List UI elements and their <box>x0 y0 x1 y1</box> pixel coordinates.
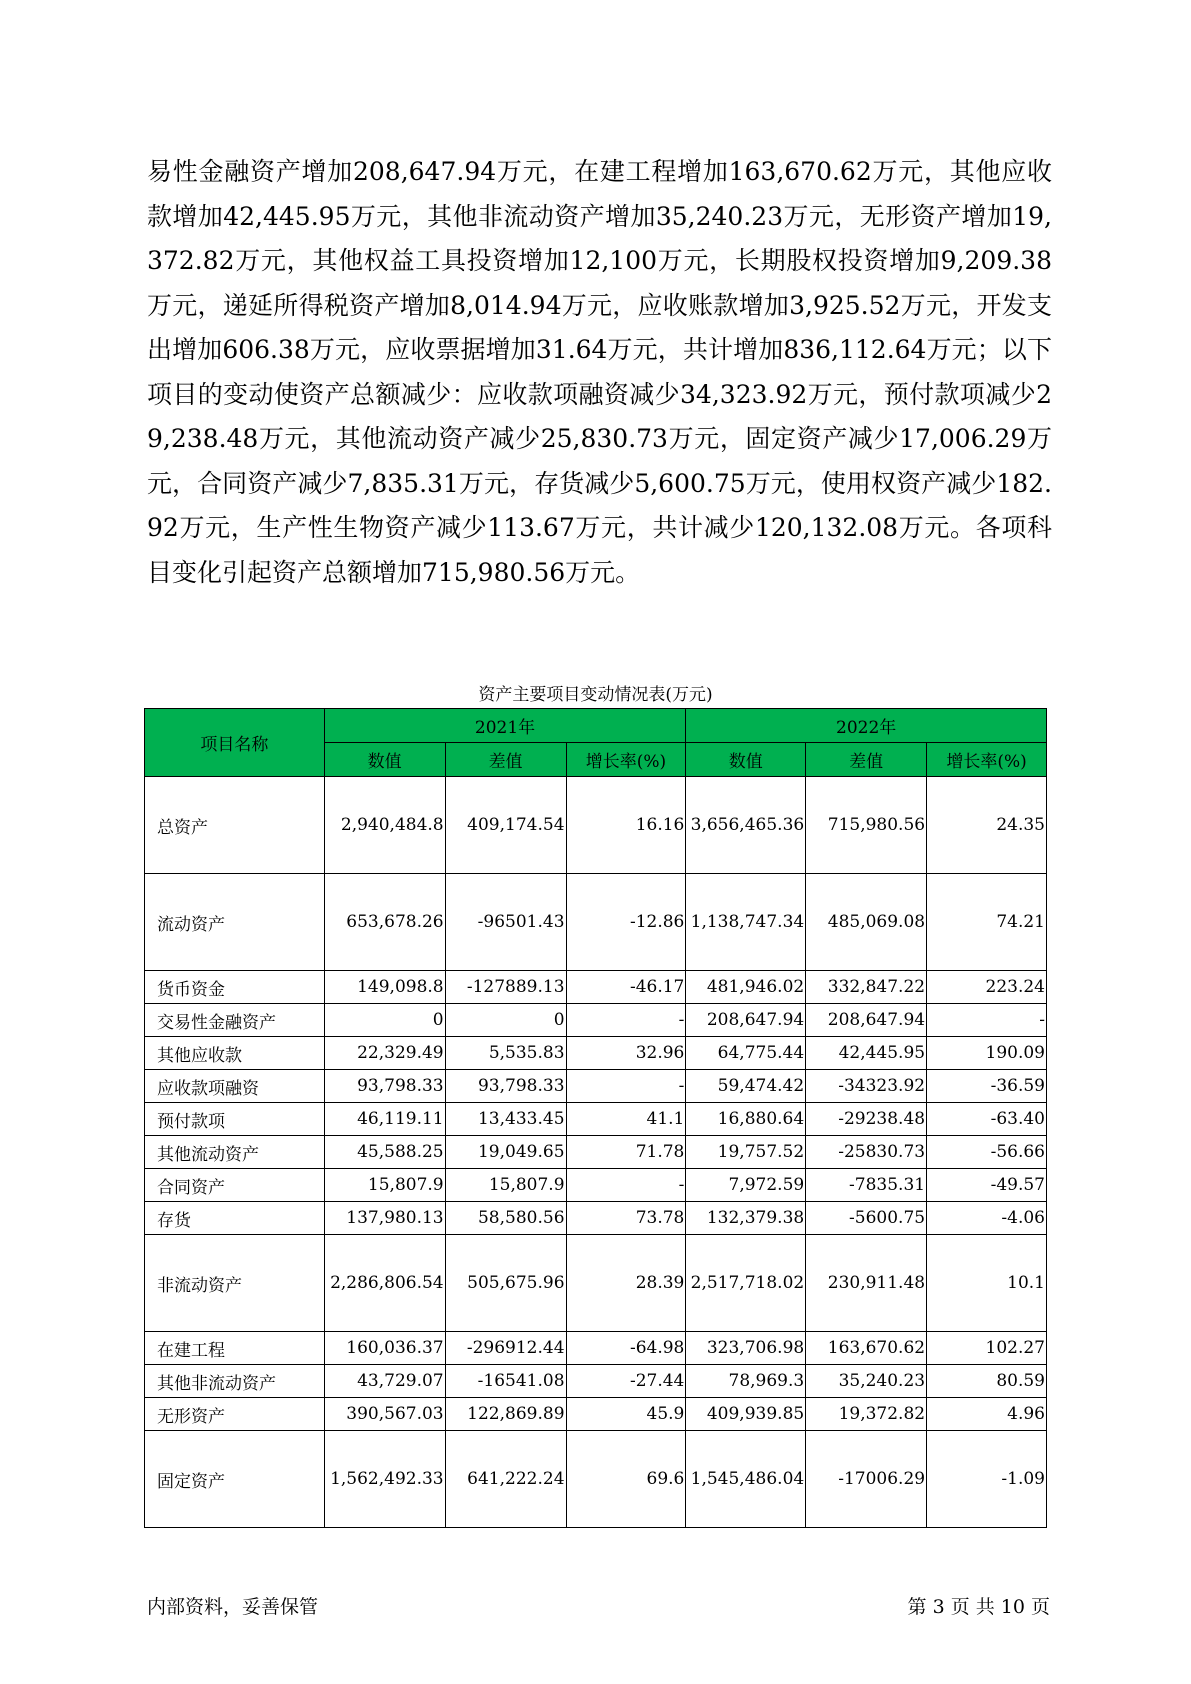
cell-value-2022: 59,474.42 <box>686 1070 806 1103</box>
cell-rate-2022: -36.59 <box>927 1070 1047 1103</box>
cell-diff-2022: 163,670.62 <box>806 1332 927 1365</box>
header-diff-2022: 差值 <box>806 743 927 777</box>
cell-diff-2022: 715,980.56 <box>806 777 927 874</box>
cell-value-2022: 7,972.59 <box>686 1169 806 1202</box>
cell-diff-2022: 42,445.95 <box>806 1037 927 1070</box>
cell-value-2022: 132,379.38 <box>686 1202 806 1235</box>
cell-diff-2022: 485,069.08 <box>806 874 927 971</box>
cell-value-2021: 0 <box>324 1004 445 1037</box>
row-item-name: 其他应收款 <box>145 1037 325 1070</box>
cell-value-2021: 22,329.49 <box>324 1037 445 1070</box>
row-item-name: 存货 <box>145 1202 325 1235</box>
cell-diff-2021: -296912.44 <box>445 1332 566 1365</box>
cell-diff-2021: 5,535.83 <box>445 1037 566 1070</box>
cell-value-2021: 45,588.25 <box>324 1136 445 1169</box>
cell-diff-2022: -29238.48 <box>806 1103 927 1136</box>
cell-value-2021: 1,562,492.33 <box>324 1431 445 1528</box>
cell-value-2022: 1,545,486.04 <box>686 1431 806 1528</box>
row-item-name: 预付款项 <box>145 1103 325 1136</box>
cell-value-2021: 160,036.37 <box>324 1332 445 1365</box>
cell-diff-2021: 641,222.24 <box>445 1431 566 1528</box>
cell-rate-2021: - <box>566 1070 686 1103</box>
cell-rate-2022: -4.06 <box>927 1202 1047 1235</box>
cell-diff-2022: -25830.73 <box>806 1136 927 1169</box>
cell-value-2021: 43,729.07 <box>324 1365 445 1398</box>
table-body <box>145 777 1047 1528</box>
footer-confidential-note: 内部资料，妥善保管 <box>147 1596 319 1618</box>
row-item-name: 无形资产 <box>145 1398 325 1431</box>
cell-rate-2021: 32.96 <box>566 1037 686 1070</box>
cell-diff-2021: -96501.43 <box>445 874 566 971</box>
header-rate-2022: 增长率(%) <box>927 743 1047 777</box>
table-row <box>145 1103 1047 1136</box>
cell-rate-2022: 190.09 <box>927 1037 1047 1070</box>
cell-rate-2022: -63.40 <box>927 1103 1047 1136</box>
table-row <box>145 1332 1047 1365</box>
cell-diff-2022: 35,240.23 <box>806 1365 927 1398</box>
cell-value-2021: 46,119.11 <box>324 1103 445 1136</box>
cell-rate-2021: 73.78 <box>566 1202 686 1235</box>
row-item-name: 合同资产 <box>145 1169 325 1202</box>
cell-value-2021: 2,286,806.54 <box>324 1235 445 1332</box>
cell-value-2022: 1,138,747.34 <box>686 874 806 971</box>
cell-diff-2022: -5600.75 <box>806 1202 927 1235</box>
cell-rate-2021: 41.1 <box>566 1103 686 1136</box>
row-item-name: 应收款项融资 <box>145 1070 325 1103</box>
cell-rate-2022: 24.35 <box>927 777 1047 874</box>
body-paragraph: 易性金融资产增加208,647.94万元，在建工程增加163,670.62万元，其他应收款增加42,445.95万元，其他非流动资产增加35,240.23万元，无形资产增加19,372.82万元，其他权益工具投资增加12,100万元，长期股权投资增加9,209.38万元，递延所得税资产增加8,014.94万元，应收账款增加3,925.52万元，开发支出增加606.38万元，应收票据增加31.64万元，共计增加836,112.64万元；以下项目的变动使资产总额减少：应收款项融资减少34,323.92万元，预付款项减少29,238.48万元，其他流动资产减少25,830.73万元，固定资产减少17,006.29万元，合同资产减少7,835.31万元，存货减少5,600.75万元，使用权资产减少182.92万元，生产性生物资产减少113.67万元，共计减少120,132.08万元。各项科目变化引起资产总额增加715,980.56万元。 <box>147 157 1052 587</box>
cell-rate-2021: 71.78 <box>566 1136 686 1169</box>
header-year-2022: 2022年 <box>686 709 1047 743</box>
header-value-2021: 数值 <box>324 743 445 777</box>
cell-rate-2021: -64.98 <box>566 1332 686 1365</box>
cell-value-2022: 323,706.98 <box>686 1332 806 1365</box>
cell-rate-2021: - <box>566 1004 686 1037</box>
table-row <box>145 1398 1047 1431</box>
cell-rate-2022: 80.59 <box>927 1365 1047 1398</box>
row-item-name: 固定资产 <box>145 1431 325 1528</box>
table-row <box>145 874 1047 971</box>
table-row <box>145 1136 1047 1169</box>
header-year-2021: 2021年 <box>324 709 686 743</box>
cell-diff-2021: 0 <box>445 1004 566 1037</box>
row-item-name: 总资产 <box>145 777 325 874</box>
row-item-name: 在建工程 <box>145 1332 325 1365</box>
cell-diff-2021: 505,675.96 <box>445 1235 566 1332</box>
cell-value-2021: 390,567.03 <box>324 1398 445 1431</box>
cell-value-2022: 16,880.64 <box>686 1103 806 1136</box>
table-row <box>145 1202 1047 1235</box>
row-item-name: 流动资产 <box>145 874 325 971</box>
cell-diff-2022: 208,647.94 <box>806 1004 927 1037</box>
cell-value-2022: 481,946.02 <box>686 971 806 1004</box>
cell-rate-2022: 4.96 <box>927 1398 1047 1431</box>
header-item-name: 项目名称 <box>145 709 325 777</box>
table-row <box>145 1365 1047 1398</box>
cell-rate-2021: -27.44 <box>566 1365 686 1398</box>
cell-diff-2021: 122,869.89 <box>445 1398 566 1431</box>
row-item-name: 非流动资产 <box>145 1235 325 1332</box>
cell-value-2021: 15,807.9 <box>324 1169 445 1202</box>
header-rate-2021: 增长率(%) <box>566 743 686 777</box>
cell-rate-2021: 16.16 <box>566 777 686 874</box>
asset-change-table <box>144 708 1047 1528</box>
table-row <box>145 1169 1047 1202</box>
cell-rate-2022: -1.09 <box>927 1431 1047 1528</box>
cell-rate-2022: - <box>927 1004 1047 1037</box>
cell-rate-2022: -56.66 <box>927 1136 1047 1169</box>
table-row <box>145 777 1047 874</box>
cell-rate-2022: 102.27 <box>927 1332 1047 1365</box>
cell-diff-2021: -16541.08 <box>445 1365 566 1398</box>
cell-rate-2022: 10.1 <box>927 1235 1047 1332</box>
cell-value-2022: 2,517,718.02 <box>686 1235 806 1332</box>
cell-rate-2022: 74.21 <box>927 874 1047 971</box>
cell-value-2021: 93,798.33 <box>324 1070 445 1103</box>
cell-diff-2021: 15,807.9 <box>445 1169 566 1202</box>
cell-diff-2021: 58,580.56 <box>445 1202 566 1235</box>
table-row <box>145 1235 1047 1332</box>
cell-rate-2021: 69.6 <box>566 1431 686 1528</box>
row-item-name: 其他流动资产 <box>145 1136 325 1169</box>
cell-value-2021: 2,940,484.8 <box>324 777 445 874</box>
cell-value-2022: 64,775.44 <box>686 1037 806 1070</box>
footer-page-number: 第 3 页 共 10 页 <box>907 1596 1050 1618</box>
cell-rate-2022: -49.57 <box>927 1169 1047 1202</box>
cell-rate-2021: 28.39 <box>566 1235 686 1332</box>
cell-diff-2022: -17006.29 <box>806 1431 927 1528</box>
cell-value-2022: 19,757.52 <box>686 1136 806 1169</box>
cell-value-2022: 409,939.85 <box>686 1398 806 1431</box>
cell-diff-2022: 332,847.22 <box>806 971 927 1004</box>
cell-diff-2022: -34323.92 <box>806 1070 927 1103</box>
table-row <box>145 1070 1047 1103</box>
cell-value-2021: 137,980.13 <box>324 1202 445 1235</box>
row-item-name: 其他非流动资产 <box>145 1365 325 1398</box>
table-row <box>145 1004 1047 1037</box>
cell-diff-2021: 93,798.33 <box>445 1070 566 1103</box>
cell-rate-2021: -46.17 <box>566 971 686 1004</box>
header-value-2022: 数值 <box>686 743 806 777</box>
row-item-name: 货币资金 <box>145 971 325 1004</box>
row-item-name: 交易性金融资产 <box>145 1004 325 1037</box>
cell-value-2022: 208,647.94 <box>686 1004 806 1037</box>
cell-diff-2021: 409,174.54 <box>445 777 566 874</box>
cell-rate-2021: - <box>566 1169 686 1202</box>
cell-value-2022: 3,656,465.36 <box>686 777 806 874</box>
cell-value-2022: 78,969.3 <box>686 1365 806 1398</box>
cell-diff-2021: 13,433.45 <box>445 1103 566 1136</box>
cell-value-2021: 653,678.26 <box>324 874 445 971</box>
table-row <box>145 1431 1047 1528</box>
table-row <box>145 1037 1047 1070</box>
cell-rate-2022: 223.24 <box>927 971 1047 1004</box>
cell-value-2021: 149,098.8 <box>324 971 445 1004</box>
cell-diff-2022: -7835.31 <box>806 1169 927 1202</box>
table-caption: 资产主要项目变动情况表(万元) <box>478 685 713 705</box>
cell-diff-2021: -127889.13 <box>445 971 566 1004</box>
table-row <box>145 971 1047 1004</box>
cell-diff-2022: 19,372.82 <box>806 1398 927 1431</box>
cell-diff-2022: 230,911.48 <box>806 1235 927 1332</box>
cell-rate-2021: -12.86 <box>566 874 686 971</box>
cell-diff-2021: 19,049.65 <box>445 1136 566 1169</box>
cell-rate-2021: 45.9 <box>566 1398 686 1431</box>
header-diff-2021: 差值 <box>445 743 566 777</box>
